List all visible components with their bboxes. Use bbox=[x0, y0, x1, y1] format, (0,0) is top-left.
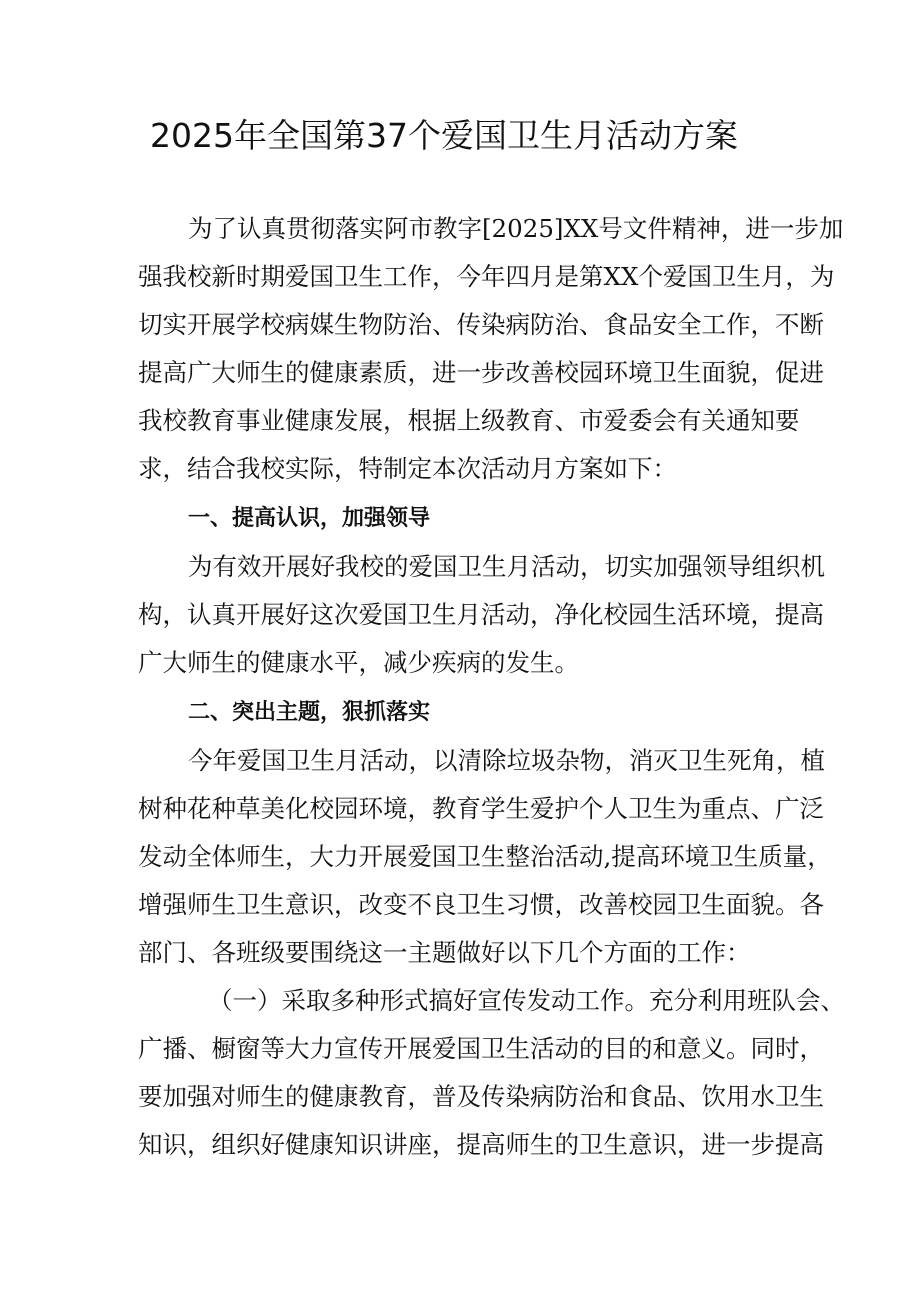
paragraph-line: 我校教育事业健康发展，根据上级教育、市爱委会有关通知要 bbox=[138, 406, 800, 435]
paragraph-line: 广大师生的健康水平，减少疾病的发生。 bbox=[138, 648, 579, 677]
paragraph-line: 切实开展学校病媒生物防治、传染病防治、食品安全工作，不断 bbox=[138, 310, 824, 339]
paragraph-line: 求，结合我校实际，特制定本次活动月方案如下： bbox=[138, 454, 677, 483]
section-heading-2: 二、突出主题，狠抓落实 bbox=[188, 700, 431, 725]
paragraph-line: 发动全体师生，大力开展爱国卫生整治活动,提高环境卫生质量， bbox=[138, 842, 832, 871]
paragraph-line: 知识，组织好健康知识讲座，提高师生的卫生意识，进一步提高 bbox=[138, 1130, 824, 1159]
section-heading-1: 一、提高认识，加强领导 bbox=[188, 506, 431, 531]
paragraph-line: 构，认真开展好这次爱国卫生月活动，净化校园生活环境，提高 bbox=[138, 600, 824, 629]
paragraph-line: 为了认真贯彻落实阿市教字[2025]XX号文件精神，进一步加 bbox=[188, 214, 844, 243]
paragraph-line: （一）采取多种形式搞好宣传发动工作。充分利用班队会、 bbox=[208, 986, 845, 1015]
paragraph-line: 要加强对师生的健康教育，普及传染病防治和食品、饮用水卫生 bbox=[138, 1082, 824, 1111]
paragraph-line: 强我校新时期爱国卫生工作，今年四月是第XX个爱国卫生月，为 bbox=[138, 262, 835, 291]
paragraph-line: 部门、各班级要围绕这一主题做好以下几个方面的工作： bbox=[138, 938, 751, 967]
paragraph-line: 广播、橱窗等大力宣传开展爱国卫生活动的目的和意义。同时， bbox=[138, 1034, 824, 1063]
paragraph-line: 提高广大师生的健康素质，进一步改善校园环境卫生面貌，促进 bbox=[138, 358, 824, 387]
paragraph-line: 为有效开展好我校的爱国卫生月活动，切实加强领导组织机 bbox=[188, 552, 825, 581]
paragraph-line: 增强师生卫生意识，改变不良卫生习惯，改善校园卫生面貌。各 bbox=[138, 890, 824, 919]
page-title: 2025年全国第37个爱国卫生月活动方案 bbox=[150, 116, 738, 155]
paragraph-line: 树种花种草美化校园环境，教育学生爱护个人卫生为重点、广泛 bbox=[138, 794, 824, 823]
paragraph-line: 今年爱国卫生月活动，以清除垃圾杂物，消灭卫生死角，植 bbox=[188, 746, 825, 775]
